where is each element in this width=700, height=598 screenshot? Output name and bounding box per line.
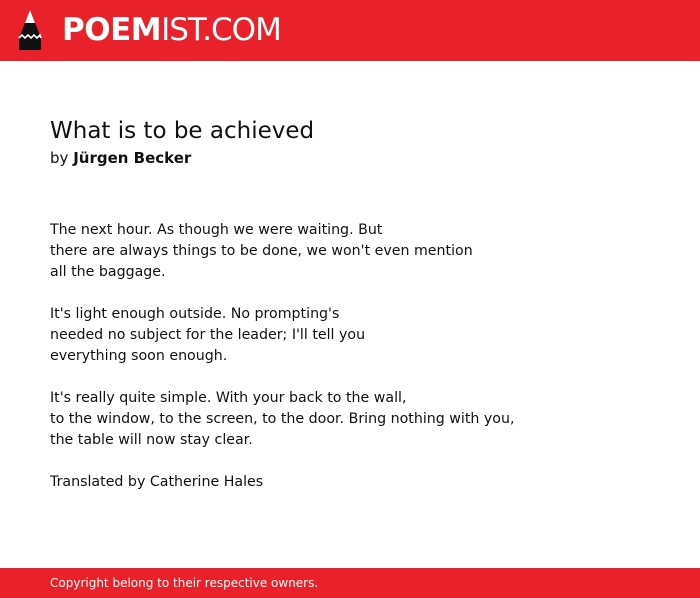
poem-body <box>50 220 670 493</box>
poem-title: What is to be achieved <box>50 118 315 144</box>
poem-line: there are always things to be done, we won't even mention <box>50 243 473 259</box>
site-header <box>0 0 700 61</box>
stanza-1 <box>50 220 670 283</box>
poem-byline <box>50 146 670 170</box>
copyright-text: Copyright belong to their respective owners. <box>50 576 319 590</box>
site-logo-text <box>62 8 281 52</box>
poem-author[interactable]: Jürgen Becker <box>73 149 192 167</box>
poem-content <box>50 116 670 493</box>
site-logo-link[interactable] <box>16 8 281 52</box>
stanza-2 <box>50 304 670 367</box>
translator-credit: Translated by Catherine Hales <box>50 474 264 490</box>
poem-line: The next hour. As though we were waiting. But <box>50 222 383 238</box>
logo-text-bold: POEM <box>62 12 162 48</box>
stanza-3 <box>50 388 670 451</box>
site-footer <box>0 568 700 598</box>
poem-line: It's light enough outside. No prompting's <box>50 306 340 322</box>
poem-line: the table will now stay clear. <box>50 432 253 448</box>
logo-text-light: IST.COM <box>161 12 281 48</box>
pencil-icon <box>16 8 44 52</box>
poem-line: all the baggage. <box>50 264 166 280</box>
poem-line: needed no subject for the leader; I'll tell you <box>50 327 366 343</box>
poem-line: everything soon enough. <box>50 348 228 364</box>
by-label: by <box>50 149 69 167</box>
poem-line: to the window, to the screen, to the door. Bring nothing with you, <box>50 411 515 427</box>
poem-line: It's really quite simple. With your back to the wall, <box>50 390 407 406</box>
